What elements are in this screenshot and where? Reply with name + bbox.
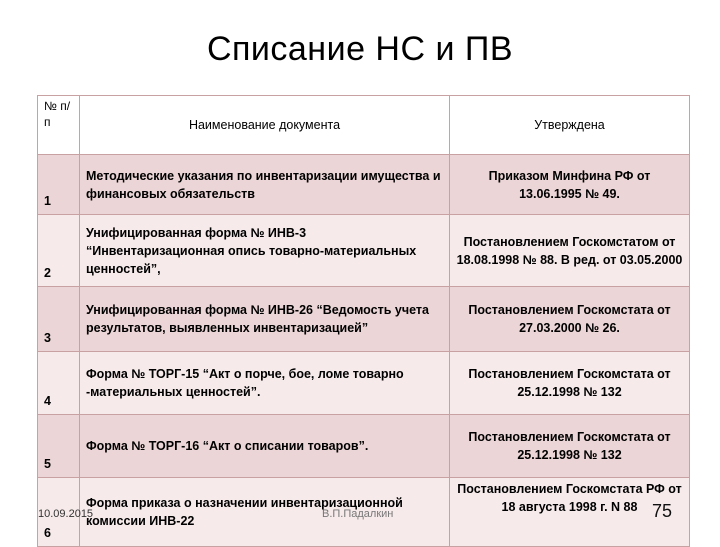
row-num: 2: [38, 215, 80, 287]
row-num: 4: [38, 352, 80, 415]
row-document-name: Методические указания по инвентаризации имущества и финансовых обязательств: [80, 155, 450, 215]
row-document-name: Форма приказа о назначении инвентаризационной комиссии ИНВ-22: [80, 478, 450, 547]
header-name: Наименование документа: [80, 96, 450, 155]
row-num: 5: [38, 415, 80, 478]
header-num: № п/п: [38, 96, 80, 155]
row-approved-by: Приказом Минфина РФ от 13.06.1995 № 49.: [450, 155, 690, 215]
row-approved-by: Постановлением Госкомстата от 25.12.1998 № 132: [450, 415, 690, 478]
row-num: 3: [38, 287, 80, 352]
table-row: [38, 215, 690, 287]
footer-date: 10.09.2015: [38, 508, 94, 520]
footer-author: В.П.Падалкин: [322, 508, 394, 520]
header-approved: Утверждена: [450, 96, 690, 155]
row-num: 1: [38, 155, 80, 215]
row-document-name: Унифицированная форма № ИНВ-3 “Инвентаризационная опись товарно-материальных ценностей”,: [80, 215, 450, 287]
row-document-name: Форма № ТОРГ-16 “Акт о списании товаров”.: [80, 415, 450, 478]
row-approved-by: Постановлением Госкомстата РФ от 18 августа 1998 г. N 88: [450, 478, 690, 547]
table-row: [38, 155, 690, 215]
table-row: [38, 287, 690, 352]
table-row: [38, 415, 690, 478]
page-number: 75: [652, 501, 673, 521]
slide-title: Списание НС и ПВ: [206, 30, 514, 68]
row-approved-by: Постановлением Госкомстатом от 18.08.1998 № 88. В ред. от 03.05.2000: [450, 215, 690, 287]
row-approved-by: Постановлением Госкомстата от 25.12.1998 № 132: [450, 352, 690, 415]
row-num: 6: [38, 478, 80, 547]
documents-table: [37, 95, 690, 547]
row-document-name: Унифицированная форма № ИНВ-26 “Ведомость учета результатов, выявленных инвентаризацией”: [80, 287, 450, 352]
table-row: [38, 352, 690, 415]
row-document-name: Форма № ТОРГ-15 “Акт о порче, бое, ломе товарно -материальных ценностей”.: [80, 352, 450, 415]
row-approved-by: Постановлением Госкомстата от 27.03.2000 № 26.: [450, 287, 690, 352]
table-header-row: [38, 96, 690, 155]
